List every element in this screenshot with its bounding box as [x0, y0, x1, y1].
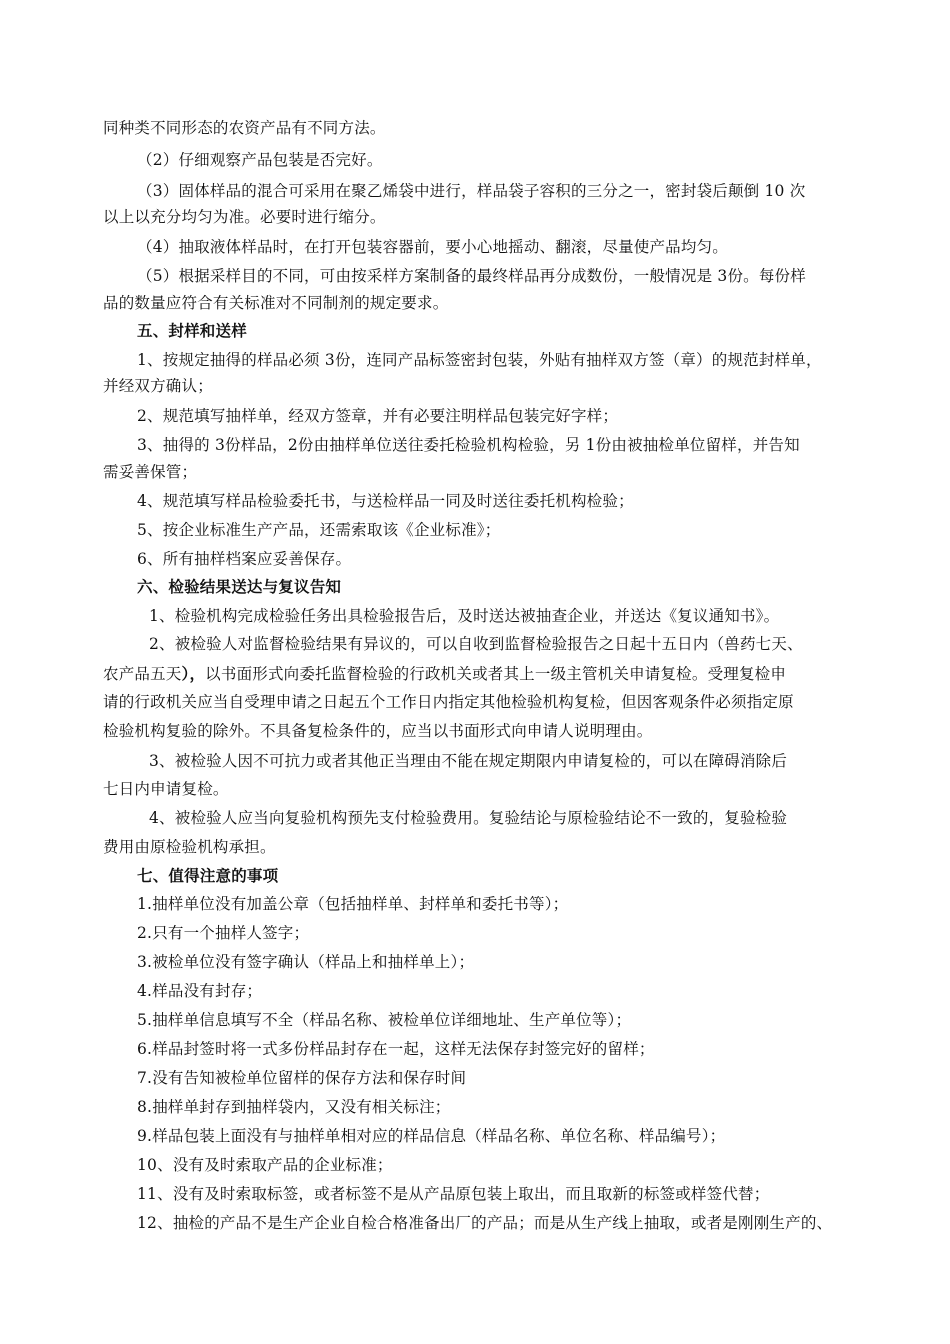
- paragraph-line: 4、被检验人应当向复验机构预先支付检验费用。复验结论与原检验结论不一致的，复验检验: [149, 809, 788, 827]
- paragraph-line: 并经双方确认；: [103, 377, 213, 395]
- paragraph-line: （3）固体样品的混合可采用在聚乙烯袋中进行，样品袋子容积的三分之一，密封袋后颠倒 10 次: [137, 182, 806, 200]
- text-run: 农产品五天: [103, 665, 182, 683]
- list-item: 11、没有及时索取标签，或者标签不是从产品原包装上取出，而且取新的标签或样签代替；: [137, 1185, 770, 1203]
- paragraph-line: 2、被检验人对监督检验结果有异议的，可以自收到监督检验报告之日起十五日内（兽药七天、: [149, 635, 803, 653]
- paragraph-line: （5）根据采样目的不同，可由按采样方案制备的最终样品再分成数份，一般情况是 3份。每份样: [137, 267, 806, 285]
- paragraph-line: 请的行政机关应当自受理申请之日起五个工作日内指定其他检验机构复检，但因客观条件必须指定原: [103, 693, 794, 711]
- paragraph-line: [103, 664, 950, 684]
- paragraph-line: 七日内申请复检。: [103, 780, 229, 798]
- section-heading: 七、值得注意的事项: [137, 867, 279, 885]
- list-item: 10、没有及时索取产品的企业标准；: [137, 1156, 393, 1174]
- paragraph-line: 6、所有抽样档案应妥善保存。: [137, 550, 352, 568]
- list-item: 9.样品包装上面没有与抽样单相对应的样品信息（样品名称、单位名称、样品编号）；: [137, 1127, 726, 1145]
- paragraph-line: 1、按规定抽得的样品必须 3份，连同产品标签密封包装，外贴有抽样双方签（章）的规范封样单，: [137, 351, 822, 369]
- list-item: 5.抽样单信息填写不全（样品名称、被检单位详细地址、生产单位等）；: [137, 1011, 632, 1029]
- list-item: 8.抽样单封存到抽样袋内，又没有相关标注；: [137, 1098, 451, 1116]
- list-item: 7.没有告知被检单位留样的保存方法和保存时间: [137, 1069, 467, 1087]
- paragraph-line: （2）仔细观察产品包装是否完好。: [137, 151, 383, 169]
- paragraph-line: 2、规范填写抽样单，经双方签章，并有必要注明样品包装完好字样；: [137, 407, 619, 425]
- paragraph-line: 3、被检验人因不可抗力或者其他正当理由不能在规定期限内申请复检的，可以在障碍消除后: [149, 752, 788, 770]
- list-item: 1.抽样单位没有加盖公章（包括抽样单、封样单和委托书等）；: [137, 895, 569, 913]
- list-item: 6.样品封签时将一式多份样品封存在一起，这样无法保存封签完好的留样；: [137, 1040, 655, 1058]
- paragraph-line: 3、抽得的 3份样品，2份由抽样单位送往委托检验机构检验，另 1份由被抽检单位留样，并告知: [137, 436, 800, 454]
- text-run: 以书面形式向委托监督检验的行政机关或者其上一级主管机关申请复检。受理复检申: [205, 665, 787, 683]
- paragraph-line: 1、检验机构完成检验任务出具检验报告后，及时送达被抽查企业，并送达《复议通知书》。: [149, 607, 780, 625]
- paragraph-line: 费用由原检验机构承担。: [103, 838, 276, 856]
- list-item: 12、抽检的产品不是生产企业自检合格准备出厂的产品；而是从生产线上抽取，或者是刚刚生产的、: [137, 1214, 833, 1232]
- paragraph-line: （4）抽取液体样品时，在打开包装容器前，要小心地摇动、翻滚，尽量使产品均匀。: [137, 238, 728, 256]
- section-heading: 六、检验结果送达与复议告知: [137, 578, 342, 596]
- section-heading: 五、封样和送样: [137, 322, 247, 340]
- paragraph-line: 需妥善保管；: [103, 463, 198, 481]
- list-item: 4.样品没有封存；: [137, 982, 263, 1000]
- paragraph-line: 5、按企业标准生产产品，还需索取该《企业标准》；: [137, 521, 501, 539]
- bold-punctuation: ），: [181, 664, 206, 683]
- paragraph-line: 以上以充分均匀为准。必要时进行缩分。: [103, 208, 386, 226]
- paragraph-line: 同种类不同形态的农资产品有不同方法。: [103, 119, 386, 137]
- list-item: 3.被检单位没有签字确认（样品上和抽样单上）；: [137, 953, 475, 971]
- list-item: 2.只有一个抽样人签字；: [137, 924, 310, 942]
- paragraph-line: 品的数量应符合有关标准对不同制剂的规定要求。: [103, 294, 449, 312]
- paragraph-line: 检验机构复验的除外。不具备复检条件的，应当以书面形式向申请人说明理由。: [103, 722, 653, 740]
- paragraph-line: 4、规范填写样品检验委托书，与送检样品一同及时送往委托机构检验；: [137, 492, 634, 510]
